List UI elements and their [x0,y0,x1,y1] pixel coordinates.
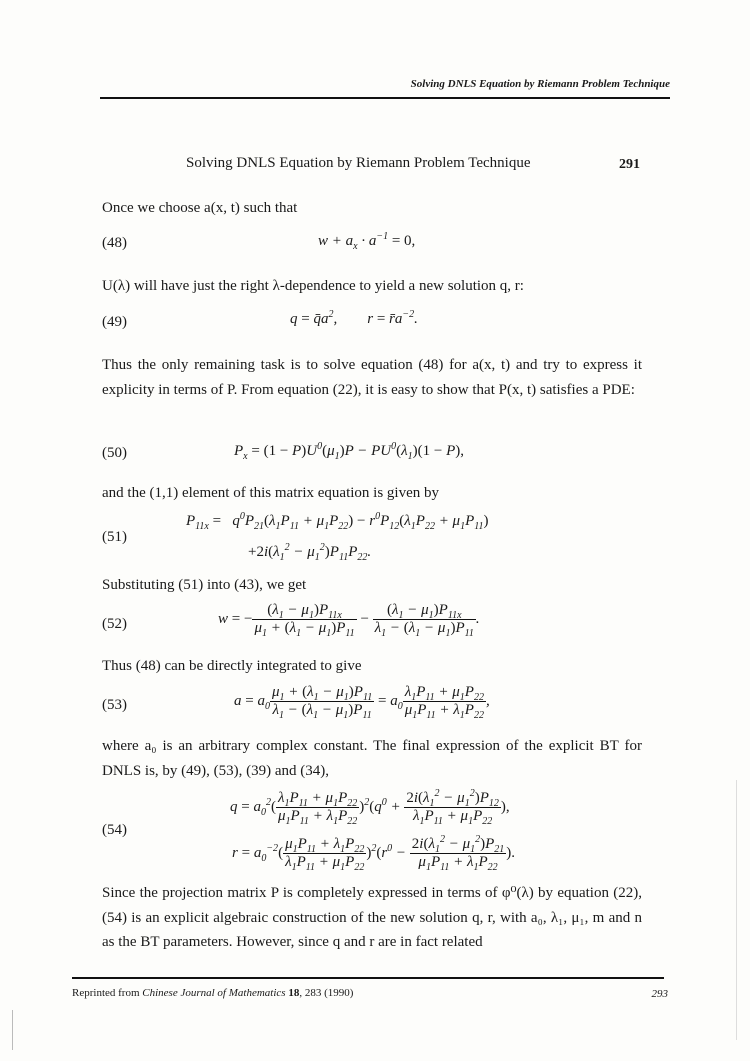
running-header-title: Solving DNLS Equation by Riemann Problem Technique [186,155,531,171]
equation-53: $a = a_0$ $\frac{\mu_1 + (\lambda_1 - \mu_1)P_{11}}{\lambda_1 - (\lambda_1 - \mu_1)P_{11}}$ = $a_0$ $\frac{\lambda_1P_{11} + \mu_1P_{22}}{\mu_1P_{11} + \lambda_1P_{22}}$ , [234,684,490,721]
equation-51-line-1: $P_{11x} = q^0P_{21}(\lambda_1P_{11} + \mu_1P_{22}) - r^0P_{12}(\lambda_1P_{22} + \mu_1P_{11})$ [186,511,489,532]
equation-54-line-1: $q = a_0^2$( $\frac{\lambda_1P_{11} + \mu_1P_{22}}{\mu_1P_{11} + \lambda_1P_{22}}$ )$^2(q^0$ + $\frac{2i(\lambda_1^2 - \mu_1^2)P_{12}}{\lambda_1P_{11} + \mu_1P_{22}}$ ), [230,788,510,827]
equation-number-51: (51) [102,529,127,545]
page-number: 291 [619,157,640,172]
equation-52: w = − $\frac{(\lambda_1 - \mu_1)P_{11x}}{\mu_1 + (\lambda_1 - \mu_1)P_{11}}$ − $\frac{(\lambda_1 - \mu_1)P_{11x}}{\lambda_1 - (\lambda_1 - \mu_1)P_{11}}$ . [218,602,480,639]
equation-49: $q = q̄̄a^2$, $r = r̄̄a^{-2}$. [290,309,418,327]
paragraph-5: Substituting (51) into (43), we get [102,577,307,593]
top-rule [100,97,670,99]
paragraph-2: U(λ) will have just the right λ-dependence to yield a new solution q, r: [102,278,524,294]
equation-50: $P_x = (1 - P)U^0(\mu_1)P - PU^0(\lambda_1)(1 - P)$, [234,441,464,462]
reprint-prefix: Reprinted from [72,987,143,999]
paragraph-1: Once we choose a(x, t) such that [102,200,298,216]
equation-number-49: (49) [102,314,127,330]
scan-artifact-right [736,780,737,1040]
footer-rule [72,977,664,979]
paragraph-3: Thus the only remaining task is to solve equation (48) for a(x, t) and try to express it explicity in terms of P. From equation (22), it is easy to show that P(x, t) satisfies a PDE: [102,357,642,398]
journal-volume: 18 [285,987,300,999]
scan-artifact-left [12,1010,13,1050]
equation-51-line-2: $+2i(\lambda_1^2 - \mu_1^2)P_{11}P_{22}$. [248,542,372,563]
equation-number-54: (54) [102,822,127,838]
reprint-note [72,987,353,999]
journal-name: Chinese Journal of Mathematics [142,987,286,999]
equation-number-50: (50) [102,445,127,461]
original-page-number: 293 [651,988,668,1000]
top-header-title: Solving DNLS Equation by Riemann Problem Technique [410,78,670,90]
paragraph-6: Thus (48) can be directly integrated to give [102,658,362,674]
paragraph-8: Since the projection matrix P is completely expressed in terms of φ⁰(λ) by equation (22), (54) is an explicit algebraic construction of the new solution q, r, with a₀, λ₁, μ₁, m and n as the BT parameters. However, since q and r are in fact related [102,885,642,950]
equation-number-53: (53) [102,697,127,713]
journal-pages-year: , 283 (1990) [299,987,354,999]
equation-number-48: (48) [102,235,127,251]
equation-48: $w + a_x \cdot a^{-1} = 0$, [318,231,416,252]
paragraph-7: where a₀ is an arbitrary complex constant. The final expression of the explicit BT for DNLS is, by (49), (53), (39) and (34), [102,738,642,779]
paragraph-4: and the (1,1) element of this matrix equation is given by [102,485,440,501]
equation-number-52: (52) [102,616,127,632]
equation-54-line-2: $r = a_0^{-2}$( $\frac{\mu_1P_{11} + \lambda_1P_{22}}{\lambda_1P_{11} + \mu_1P_{22}}$ )$^2(r^0$ − $\frac{2i(\lambda_1^2 - \mu_1^2)P_{21}}{\mu_1P_{11} + \lambda_1P_{22}}$ ). [232,834,516,873]
